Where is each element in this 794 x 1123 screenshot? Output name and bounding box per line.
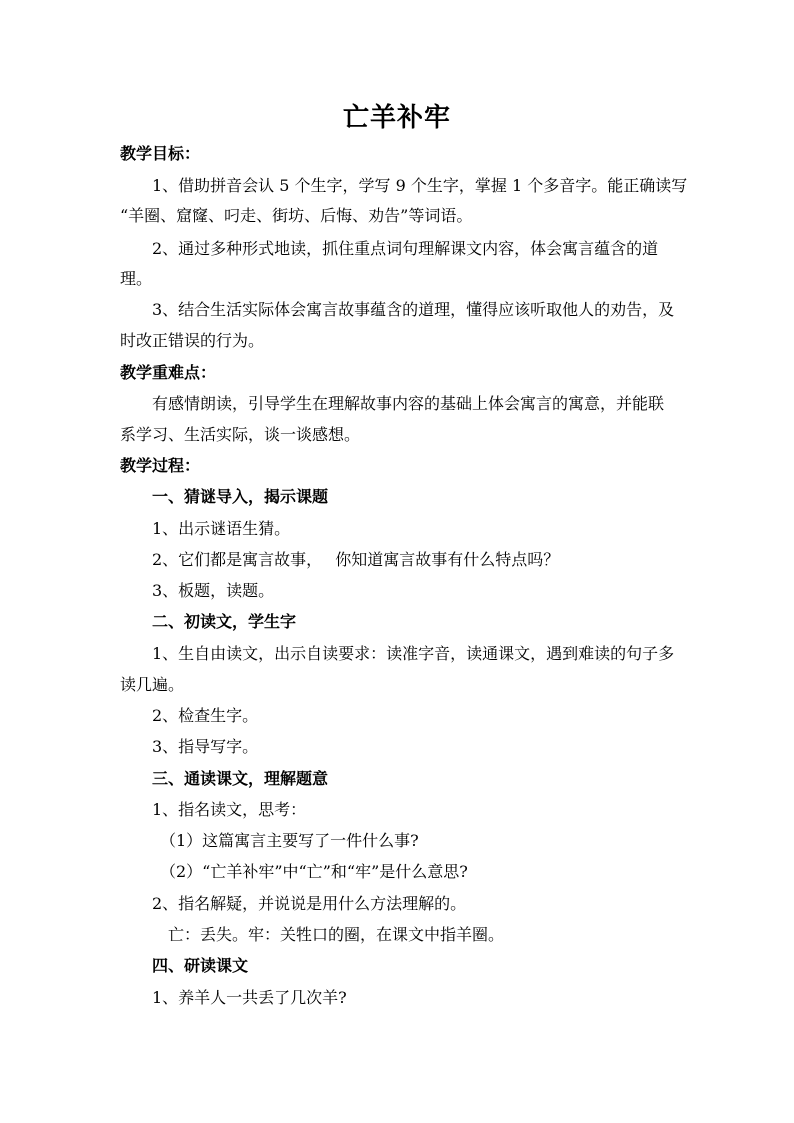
step-2-item-1-line-2: 读几遍。 <box>120 675 185 694</box>
step-2-item-3: 3、指导写字。 <box>152 737 259 756</box>
step-2-heading: 二、初读文，学生字 <box>152 612 297 631</box>
step-1-item-2: 2、它们都是寓言故事， 你知道寓言故事有什么特点吗？ <box>152 550 560 569</box>
key-points-line-1: 有感情朗读，引导学生在理解故事内容的基础上体会寓言的寓意，并能联 <box>152 394 665 413</box>
step-3-question-1: （1）这篇寓言主要写了一件什么事? <box>160 831 419 850</box>
objective-2-line-2: 理。 <box>120 269 153 288</box>
document-title: 亡羊补牢 <box>342 103 451 133</box>
step-2-item-1-line-1: 1、生自由读文，出示自读要求：读准字音，读通课文，遇到难读的句子多 <box>152 644 675 663</box>
step-3-question-2: （2）“亡羊补牢”中“亡”和“牢”是什么意思? <box>160 862 468 881</box>
section-heading-process: 教学过程： <box>120 456 201 475</box>
objective-1-line-1: 1、借助拼音会认 5 个生字，学写 9 个生字，掌握 1 个多音字。能正确读写 <box>152 176 688 195</box>
step-1-item-1: 1、出示谜语生猜。 <box>152 519 291 538</box>
step-3-heading: 三、通读课文，理解题意 <box>152 769 329 788</box>
section-heading-objectives: 教学目标： <box>120 144 201 163</box>
step-3-item-2: 2、指名解疑，并说说是用什么方法理解的。 <box>152 894 467 913</box>
step-4-item-1: 1、养羊人一共丢了几次羊? <box>152 988 347 1007</box>
step-3-explanation: 亡：丢失。牢：关牲口的圈，在课文中指羊圈。 <box>168 925 505 944</box>
objective-1-line-2: “羊圈、窟窿、叼走、街坊、后悔、劝告”等词语。 <box>120 206 473 225</box>
objective-3-line-2: 时改正错误的行为。 <box>120 331 265 350</box>
step-3-item-1: 1、指名读文，思考： <box>152 800 307 819</box>
step-1-item-3: 3、板题，读题。 <box>152 581 275 600</box>
step-2-item-2: 2、检查生字。 <box>152 706 259 725</box>
step-1-heading: 一、猜谜导入，揭示课题 <box>152 487 329 506</box>
section-heading-key-points: 教学重难点： <box>120 363 217 382</box>
step-4-heading: 四、研读课文 <box>152 956 249 975</box>
objective-3-line-1: 3、结合生活实际体会寓言故事蕴含的道理，懂得应该听取他人的劝告，及 <box>152 300 675 319</box>
key-points-line-2: 系学习、生活实际，谈一谈感想。 <box>120 425 361 444</box>
objective-2-line-1: 2、通过多种形式地读，抓住重点词句理解课文内容，体会寓言蕴含的道 <box>152 239 659 258</box>
